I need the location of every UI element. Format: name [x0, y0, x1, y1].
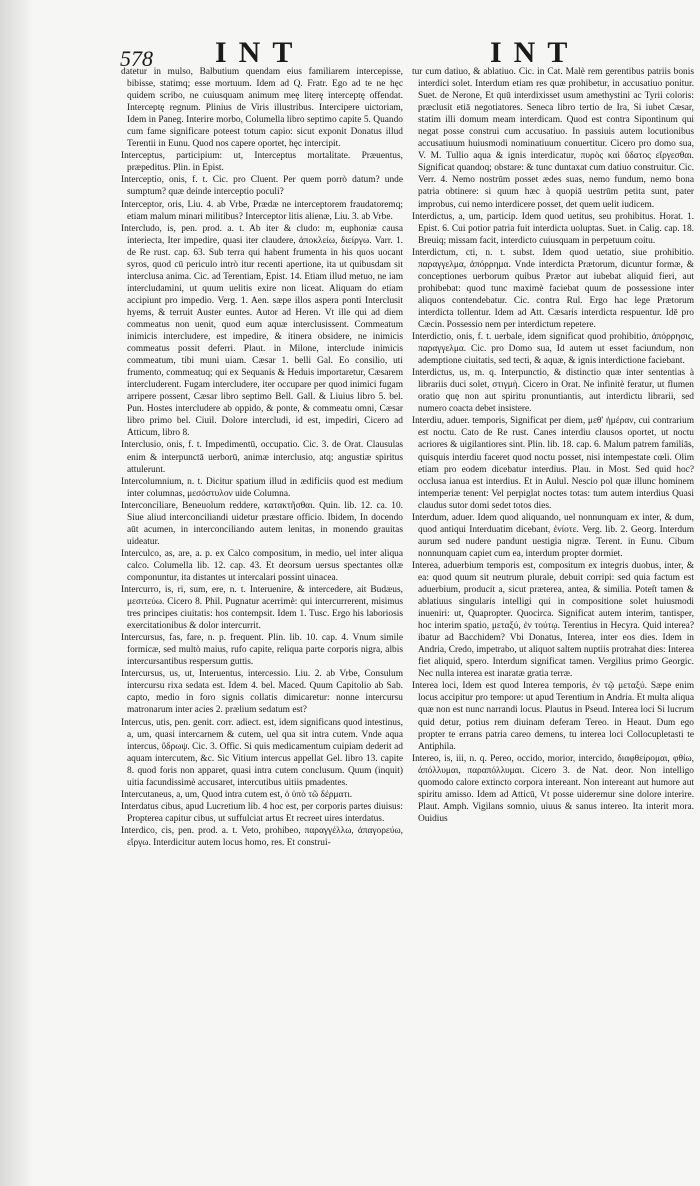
dictionary-entry: Interdictio, onis, f. t. uerbale, idem significat quod prohibitio, ἀπόρρησις, παραγγελμα. Cic. pro Domo sua, Id autem ut esset faciundum, non ademptione ciuitatis, sed tecti, & aquæ, & ignis interdictione faciebant.: [412, 332, 694, 367]
dictionary-entry: Interea loci, Idem est quod Interea temporis, ἐν τῷ μεταξύ. Sæpe enim locus accipitur pro tempore: ut apud Terentium in Andria. Et multa aliqua quæ non est nunc narrandi locus. Plautus in Pseud. Interea loci Si lucrum quid detur, potius rem diuinam deferam Tereo. in Heaut. Dum ego propter te errans patria careo demens, tu interea loci Collocupletasti te Antiphila.: [412, 681, 694, 752]
running-head-right: INT: [490, 36, 580, 69]
dictionary-entry: Interconciliare, Beneuolum reddere, κατακτῆσθαι. Quin. lib. 12. ca. 10. Siue aliud interconciliandi uidetur præstare officio. Ibidem, In docendo aūt acumen, in interconciliando autem lenitas, in monendo grauitas uideatur.: [121, 500, 403, 547]
running-head-left: INT: [215, 36, 305, 69]
dictionary-entry: Interea, aduerbium temporis est, compositum ex integris duobus, inter, & ea: quod quum sit neutrum plurale, debuit corripi: sed quia factum est aduerbium, producit a, sicut præterea, antea, & similia. Poteſt tamen & ablatiuus singularis intelligi qui in compositione solet huiusmodi inueniri: ut, Quapropter. Quocirca. Significat autem interim, tantisper, hoc interim spatio, μεταξύ, ἐν τούτῳ. Terentius in Hecyra. Quid interea? ibatur ad Bacchidem? Vbi Donatus, Interea, inter eos dies. Idem in Andria, Credo, impetrabo, ut aliquot saltem nuptiis protrahat dies: Interea fiet aliquid, spero. Interdum significat tamen. Vergilius primo Georgic. Nec nulla interea est inaratæ gratia terræ.: [412, 560, 694, 680]
dictionary-entry: Interclusio, onis, f. t. Impedimentū, occupatio. Cic. 3. de Orat. Clausulas enim & interpunctā uerborū, animæ interclusio, atq; angustiæ spiritus attulerunt.: [121, 440, 403, 475]
page-number: 578: [120, 46, 153, 71]
dictionary-entry: Interdiu, aduer. temporis, Significat per diem, μεθ' ἡμέραν, cui contrarium est noctu. Cato de Re rust. Canes interdiu clausos oportet, ut noctu acriores & uigilantiores sint. Plin. lib. 18. cap. 6. Malum patrem familiās, quisquis interdiu faceret quod noctu posset, nisi intempestate cœli. Olim etiam pro eodem dicebatur interdius. Plau. in Most. Sed quid hoc? occlusa ianua est interdius. Et in Aulul. Nescio pol quæ illunc hominem intemperiæ tenent: Vel perpiglat noctes totas: tum autem interdius Quasi claudus sutor domi sedet totos dies.: [412, 416, 694, 511]
dictionary-entry: tur cum datiuo, & ablatiuo. Cic. in Cat. Malè rem gerentibus patriis bonis interdici solet. Interdum etiam res quæ prohibetur, in accusatiuo ponitur. Suet. de Nerone, Et quū interdixisset usum amethystini ac Tyrii coloris: præclusit etiā negotiatores. Seneca libro tertio de Ira, Si iubet Cæsar, statim illi domum meam interdicam. Quod est contra Sipontinum qui negat posse construi cum accusatiuo. In passiuis autem locutionibus accusatiuum huiusmodi nominatiuum conuertitur. Cicero pro domo sua, V. M. Tullio aqua & ignis interdicatur, πυρὸς καὶ ὕδατος εἴργεσθαι. Significat quandoq; obstare: & tunc duntaxat cum datiuo construitur. Cic. Verr. 4. Nemo nostrūm posset ædes suas, nemo fundum, nemo bona patria obtinere: si quum hæc à quopiā uestrūm petita sunt, pater improbus, cui nemo interdicere posset, det quem uelit iudicem.: [412, 67, 694, 210]
dictionary-entry: Interdum, aduer. Idem quod aliquando, uel nonnunquam ex inter, & dum, quod antiqui Interduatim dicebant, ἐνίοτε. Verg. lib. 2. Georg. Interdum aurum sed nudere pandunt uestigia nigræ. Terent. in Eunu. Cibum nonnunquam capiet cum ea, interdum propter dormiet.: [412, 512, 694, 559]
dictionary-entry: Intercludo, is, pen. prod. a. t. Ab iter & cludo: m, euphoniæ causa interiecta, Iter impedire, quasi iter claudere, ἀποκλείω, διείργω. Varr. 1. de Re rust. cap. 63. Sub terra qui habent frumenta in his quos uocant syros, quod cū periculo intrò itur recenti apertione, ita ut quibusdam sit interclusa anima. Cic. ad Terentiam, Epist. 14. Etiam illud metuo, ne iam intercludamini, ut quum uelitis exire non liceat. Aliquam do etiam accipiunt pro impedio. Verg. 1. Aen. sæpe illos aspera ponti Interclusit hyems, & terruit Auster euntes. Autor ad Heren. Vt ille qui ad diem commeatus non uenit, quod eum aquæ interclusissent. Commeatum inimicis intercludere, est impedire, & itinera obsidere, ne inimicis commeatus possit deferri. Plaut. in Milone, interclude inimicis commeatum, tibi muni uiam. Cæsar 1. belli Gal. Eo consilio, uti frumento, commeatuq; qui ex Sequanis & Heduis importaretur, Cæsarem intercluderent. Fugam intercludere, iter occupare per quod inimici fugam arripere possent, Cæsar libro septimo Bell. Gall. & Liuius libro 5. bel. Pun. Hostes intercludere ab oppido, & ponte, & commeatu omni, Cæsar libro primo bel. Ciuil. Dolore intercludi, id est, impediri, Cicero ad Atticum, libro 8.: [121, 223, 403, 439]
dictionary-entry: Interceptor, oris, Liu. 4. ab Vrbe, Prædæ ne interceptorem fraudatoremq; etiam malum minari militibus? Interceptor litis alienæ, Liu. 3. ab Vrbe.: [121, 199, 403, 222]
dictionary-entry: Interdatus cibus, apud Lucretium lib. 4 hoc est, per corporis partes diuisus: Propterea capitur cibus, ut suffulciat artus Et recreet uires interdatus.: [121, 801, 403, 824]
binding-gutter: [0, 0, 34, 1186]
dictionary-entry: Interdico, cis, pen. prod. a. t. Veto, prohibeo, παραγγέλλω, ἀπαγορεύω, εἴργω. Interdicitur autem locus homo, res. Et construi-: [121, 825, 403, 848]
dictionary-entry: Interceptus, participium: ut, Interceptus mortalitate. Præuentus, præpeditus. Plin. in Epist.: [121, 151, 403, 174]
dictionary-entry: Intereo, is, iii, n. q. Pereo, occido, morior, intercido, διαφθείρομαι, φθίω, ἀπόλλυμαι, παραπόλλυμαι. Cicero 3. de Nat. deor. Non intelligo quomodo calore extincto corpora intereant. Non intereant aut humore aut spiritu amisso. Idem ad Atticū, Vt posse uideremur sine dolore interire. Plaut. Amph. Vigilans somnio, uiuus & sanus intereo. Ita interit mora. Ouidius: [412, 753, 694, 824]
dictionary-entry: Interceptio, onis, f. t. Cic. pro Cluent. Per quem porrò datum? unde sumptum? quæ deinde interceptio poculi?: [121, 175, 403, 198]
dictionary-entry: Interculco, as, are, a. p. ex Calco compositum, in medio, uel inter aliqua calco. Columella lib. 12. cap. 43. Et deorsum uersus spectantes ollæ componuntur, ita distantes ut intercalari possint uinacea.: [121, 548, 403, 583]
dictionary-entry: Intercus, utis, pen. genit. corr. adiect. est, idem significans quod intestinus, a, um, quasi intercarnem & cutem, uel qua sit intra cutem. Vnde aqua intercus, ὕδρωψ. Cic. 3. Offic. Si quis medicamentum cuipiam dederit ad aquam intercutem, &c. Sic Vitium intercus appellat Gel. libro 13. capite 8. quod foris non apparet, quasi intra cutem conclusum. Quum (inquit) uitia facundissimè accusaret, intercutibus uitiis pmadentes.: [121, 717, 403, 788]
left-column: [121, 66, 403, 1150]
dictionary-entry: Interdictus, us, m. q. Interpunctio, & distinctio quæ inter sententias à librariis duci solet, στιγμὴ. Cicero in Orat. Ne infinitè feratur, ut flumen oratio quę non aut spiritu pronuntiantis, aut interdictu librarii, sed numero coacta debet insistere.: [412, 368, 694, 415]
dictionary-entry: Interdictum, cti, n. t. subst. Idem quod uetatio, siue prohibitio. παραγγελμα, ἀπόρρημα. Vnde interdicta Prætorum, dicuntur formæ, & conceptiones uerborum quibus Prætor aut iubebat aliquid fieri, aut prohibebat: quod tunc maximè faciebat quum de possessione inter aliquos contendebatur. Cic. contra Rul. Ergo hac lege Prætorum interdicta tollentur. Idem ad Att. Cæsaris interdicta respuentur. Idē pro Cæcin. Possessio nem per interdictum repetere.: [412, 247, 694, 330]
dictionary-entry: Intercursus, fas, fare, n. p. frequent. Plin. lib. 10. cap. 4. Vnum simile formicæ, sed multò maius, rufo capite, reliqua parte corporis nigra, albis intercursantibus respersum guttis.: [121, 633, 403, 668]
dictionary-entry: Interdictus, a, um, particip. Idem quod uetitus, seu prohibitus. Horat. 1. Epist. 6. Cui potior patria fuit interdicta uoluptas. Suet. in Calig. cap. 18. Breuiq; missam facit, interdicto cuiusquam in perpetuum coitu.: [412, 211, 694, 246]
dictionary-entry: Intercolumnium, n. t. Dicitur spatium illud in ædificiis quod est medium inter columnas, μεσόστυλον uide Columna.: [121, 476, 403, 499]
dictionary-entry: Intercursus, us, ut, Interuentus, intercessio. Liu. 2. ab Vrbe, Consulum intercursu rixa sedata est. Idem 4. bel. Maced. Quum Capitolio ab Sab. capto, medio in foro signis collatis dimicaretur: nonne intercursu matronarum inter acies 2. prælium sedatum est?: [121, 669, 403, 716]
dictionary-entry: Intercurro, is, ri, sum, ere, n. t. Interuenire, & intercedere, ait Budæus, μεσιτεύω. Cicero 8. Phil. Pugnatur acerrimè: qui intercurrerent, misimus tres principes ciuitatis: hos contempsit. Idem 1. Tusc. Ergo his laboriosis exercitationibus & dolor intercurrit.: [121, 585, 403, 632]
right-column: [412, 66, 694, 1150]
dictionary-entry: Intercutaneus, a, um, Quod intra cutem est, ὁ ὑπὸ τῶ δέρματι.: [121, 789, 353, 800]
dictionary-entry: datetur in mulso, Balbutium quendam eius familiarem intercepisse, bibisse, statimq; esse mortuum. Idem ad Q. Fratr. Ego ad te ne hęc quidem scribo, ne cuiusquam animum meę literę interceptę offendat. Interceptę regnum. Plinius de Viris illustribus. Intercipere uictoriam, Idem in Paneg. Interire morbo, Columella libro septimo capite 5. Quando cum fame significare poteest totum capio: sicut exponit Donatus illud Terentii in Eunu. Quod nos capere oportet, hęc intercipit.: [121, 67, 403, 150]
